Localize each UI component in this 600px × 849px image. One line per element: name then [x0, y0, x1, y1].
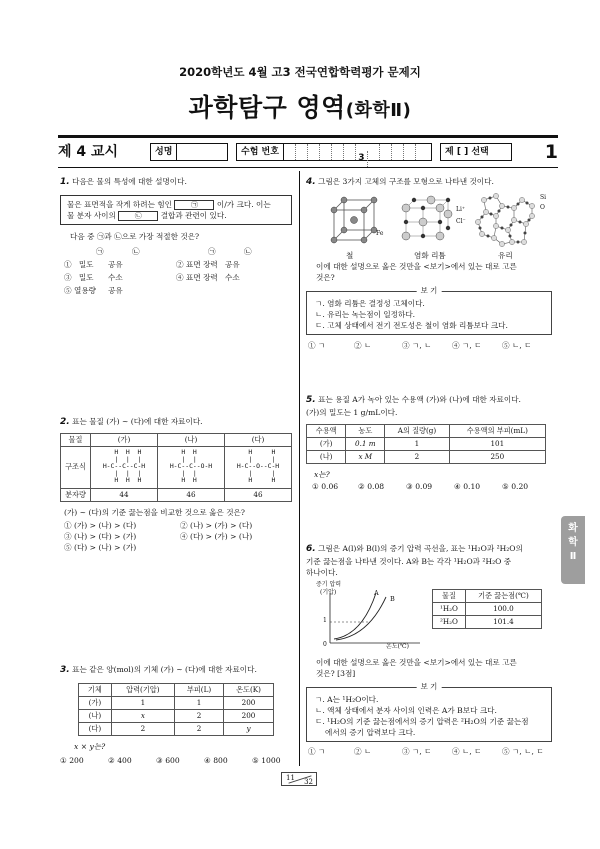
column-divider	[299, 171, 300, 766]
q4-bogi-title: 보 기	[417, 286, 442, 297]
q6-options	[306, 746, 552, 758]
choice-label: 제 [ ] 선택	[445, 147, 489, 157]
q3-option-1[interactable]: ① 200	[60, 756, 84, 766]
q6-y-unit: (기압)	[320, 589, 337, 597]
exam-title: 과학탐구 영역(화학Ⅱ)	[188, 93, 412, 122]
glass-model	[472, 192, 542, 248]
subject-side-tab: 화 학 Ⅱ	[561, 516, 585, 584]
q6-option-4[interactable]: ④ ㄴ, ㄷ	[452, 747, 482, 757]
q3-option-3[interactable]: ③ 600	[156, 756, 180, 766]
q4-options	[306, 340, 552, 352]
q6-option-5[interactable]: ⑤ ㄱ, ㄴ, ㄷ	[502, 747, 544, 757]
q3-table: 기체 압력(기압) 부피(L) 온도(K) (가) 1 1 200 (나) x 2 200 (다) 2 2 y	[78, 683, 274, 736]
info-rule	[58, 167, 558, 168]
iron-bcc-model	[328, 194, 382, 246]
o-label: O	[540, 204, 545, 212]
exam-number-cells	[284, 144, 416, 163]
q5-options	[306, 481, 552, 493]
q6-option-1[interactable]: ① ㄱ	[308, 747, 326, 757]
question-5	[306, 394, 552, 493]
q2-structure-a: H H H | | | H-C--C--C-H | | | H H H	[102, 448, 146, 485]
q6-x-label: 온도(℃)	[386, 643, 409, 651]
q3-stem: 표는 같은 양(mol)의 기체 (가) ~ (다)에 대한 자료이다.	[72, 665, 257, 674]
q1-option-5[interactable]: ⑤ 열용량 공유	[64, 286, 123, 296]
q2-option-4[interactable]: ④ (다) > (가) > (나)	[180, 532, 253, 542]
q6-statement-c: ㄷ. ¹H₂O의 기준 끓는점에서의 증기 압력은 ²H₂O의 기준 끓는점	[315, 717, 529, 727]
page-indicator	[281, 772, 317, 786]
caption-iron: 철	[346, 251, 354, 261]
question-4	[306, 176, 552, 352]
caption-licl: 염화 리튬	[414, 251, 446, 261]
q5-option-1[interactable]: ① 0.06	[312, 482, 339, 492]
q2-option-5[interactable]: ⑤ (다) > (나) > (가)	[64, 543, 137, 553]
question-3	[60, 664, 292, 767]
curve-b-label: B	[390, 595, 395, 604]
q2-options	[60, 520, 292, 572]
q4-number: 4.	[306, 177, 316, 187]
li-ion-label: Li⁺	[456, 206, 466, 214]
q2-option-2[interactable]: ② (나) > (가) > (다)	[180, 521, 253, 531]
q4-option-4[interactable]: ④ ㄱ, ㄷ	[452, 341, 482, 351]
q6-option-3[interactable]: ③ ㄱ, ㄷ	[402, 747, 432, 757]
q6-figure	[306, 581, 552, 653]
q3-options	[60, 755, 292, 767]
q4-ask: 이에 대한 설명으로 옳은 것만을 <보기>에서 있는 대로 고른 것은?	[316, 262, 517, 283]
q3-number: 3.	[60, 665, 70, 675]
q5-option-3[interactable]: ③ 0.09	[406, 482, 433, 492]
q6-number: 6.	[306, 544, 316, 554]
q5-option-5[interactable]: ⑤ 0.20	[502, 482, 529, 492]
exam-number-digit: 3	[356, 151, 368, 167]
q5-stem-2: (가)의 밀도는 1 g/mL이다.	[306, 408, 398, 418]
q6-statement-a: ㄱ. A는 ¹H₂O이다.	[315, 695, 379, 705]
q1-option-3[interactable]: ③ 밀도 수소	[64, 273, 123, 283]
q2-ask: (가) ~ (다)의 기준 끓는점을 비교한 것으로 옳은 것은?	[64, 508, 245, 518]
q4-statement-c: ㄷ. 고체 상태에서 전기 전도성은 철이 염화 리튬보다 크다.	[315, 321, 508, 331]
q6-stem: 그림은 A(l)와 B(l)의 증기 압력 곡선을, 표는 ¹H₂O과 ²H₂O의	[318, 544, 523, 553]
q6-stem-3: 하나이다.	[306, 568, 338, 578]
question-6	[306, 543, 552, 758]
q4-option-1[interactable]: ① ㄱ	[308, 341, 326, 351]
q1-option-1[interactable]: ① 밀도 공유	[64, 260, 123, 270]
q1-blank-b: ㉡	[118, 211, 158, 221]
q6-origin: 0	[323, 641, 327, 649]
lithium-chloride-model	[400, 194, 458, 248]
info-bar	[58, 142, 558, 162]
exam-subtitle: 2020학년도 4월 고3 전국연합학력평가 문제지	[179, 65, 421, 79]
q1-stem: 다음은 물의 특성에 대한 설명이다.	[72, 177, 187, 186]
q6-bogi-title: 보 기	[417, 682, 442, 693]
q6-option-2[interactable]: ② ㄴ	[354, 747, 372, 757]
page-total: 32	[304, 778, 313, 786]
q2-option-1[interactable]: ① (가) > (나) > (다)	[64, 521, 137, 531]
q3-option-4[interactable]: ④ 800	[204, 756, 228, 766]
q5-ask: x는?	[314, 470, 330, 480]
si-label: Si	[540, 194, 547, 202]
q1-ask: 다음 중 ㉠과 ㉡으로 가장 적절한 것은?	[70, 232, 200, 242]
q3-option-5[interactable]: ⑤ 1000	[252, 756, 281, 766]
q1-option-4[interactable]: ④ 표면 장력 수소	[176, 273, 240, 283]
q4-option-5[interactable]: ⑤ ㄴ, ㄷ	[502, 341, 532, 351]
name-label: 성명	[151, 144, 177, 160]
q6-statement-c-cont: 에서의 증기 압력보다 크다.	[325, 728, 416, 738]
q3-option-2[interactable]: ② 400	[108, 756, 132, 766]
q6-stem-2: 기준 끓는점을 나타낸 것이다. A와 B는 각각 ¹H₂O과 ²H₂O 중	[306, 557, 512, 567]
cl-ion-label: Cl⁻	[456, 218, 466, 226]
q5-option-2[interactable]: ② 0.08	[358, 482, 385, 492]
q2-option-3[interactable]: ③ (나) > (다) > (가)	[64, 532, 137, 542]
q4-option-2[interactable]: ② ㄴ	[354, 341, 372, 351]
q4-figures	[306, 192, 552, 261]
q3-ask: x × y는?	[74, 742, 106, 752]
q4-bogi	[306, 286, 552, 335]
choice-field[interactable]	[440, 143, 512, 161]
exam-number-field[interactable]	[236, 143, 432, 161]
q5-stem: 표는 용질 A가 녹아 있는 수용액 (가)와 (나)에 대한 자료이다.	[318, 395, 521, 404]
question-2	[60, 416, 292, 572]
q1-blank-a: ㉠	[174, 200, 214, 210]
vapor-pressure-graph	[324, 591, 424, 649]
curve-a-label: A	[374, 589, 379, 598]
q5-option-4[interactable]: ④ 0.10	[454, 482, 481, 492]
exam-number-label: 수험 번호	[237, 144, 284, 160]
q5-number: 5.	[306, 395, 316, 405]
page-number: 1	[544, 141, 558, 163]
caption-glass: 유리	[498, 251, 513, 261]
q6-y-label: 증기 압력	[316, 581, 342, 589]
question-1	[60, 176, 292, 312]
q2-stem: 표는 물질 (가) ~ (다)에 대한 자료이다.	[72, 417, 203, 426]
q4-option-3[interactable]: ③ ㄱ, ㄴ	[402, 341, 432, 351]
page-current: 11	[286, 774, 295, 782]
name-field[interactable]	[150, 143, 228, 161]
q4-statement-a: ㄱ. 염화 리튬은 결정성 고체이다.	[315, 299, 425, 309]
q1-options: ㉠ ㉡ ㉠ ㉡ ① 밀도 공유 ② 표면 장력 공유 ③ 밀도 수소 ④ 표면 장력 수소 ⑤ 열용량 공유	[64, 247, 252, 296]
q6-statement-b: ㄴ. 액체 상태에서 분자 사이의 인력은 A가 B보다 크다.	[315, 706, 497, 716]
q6-y-tick: 1	[323, 617, 327, 625]
q6-table: 물질 기준 끓는점(℃) ¹H₂O 100.0 ²H₂O 101.4	[432, 589, 542, 629]
q5-table: 수용액 농도 A의 질량(g) 수용액의 부피(mL) (가) 0.1 m 1 101 (나) x M 2 250	[306, 424, 546, 464]
q1-option-2[interactable]: ② 표면 장력 공유	[176, 260, 240, 270]
q1-box: 물은 표면적을 작게 하려는 힘인 ㉠ 이/가 크다. 이는 물 분자 사이의 ㉡ 결합과 관련이 있다.	[60, 195, 292, 225]
header-rule	[58, 135, 558, 138]
fe-label: Fe	[376, 230, 384, 238]
q2-structure-c: H H | | H-C--O--C-H | | H H	[236, 448, 280, 485]
q2-number: 2.	[60, 417, 70, 427]
q2-structure-b: H H | | H-C--C--O-H | | H H	[169, 448, 213, 485]
q6-ask: 이에 대한 설명으로 옳은 것만을 <보기>에서 있는 대로 고른 것은? [3점]	[316, 658, 517, 679]
q2-table: 물질 (가) (나) (다) 구조식 H H H | | | H-C--C--C-H | | | H H H H H | | H-C--C--O-H | | H H H H | | H-C--O--C-H | | H H 분자량 44 46 46	[60, 433, 292, 502]
q4-statement-b: ㄴ. 유리는 녹는점이 일정하다.	[315, 310, 416, 320]
q4-stem: 그림은 3가지 고체의 구조를 모형으로 나타낸 것이다.	[318, 177, 494, 186]
q1-number: 1.	[60, 177, 70, 187]
q6-bogi	[306, 682, 552, 742]
period-label: 제 4 교시	[58, 144, 119, 160]
